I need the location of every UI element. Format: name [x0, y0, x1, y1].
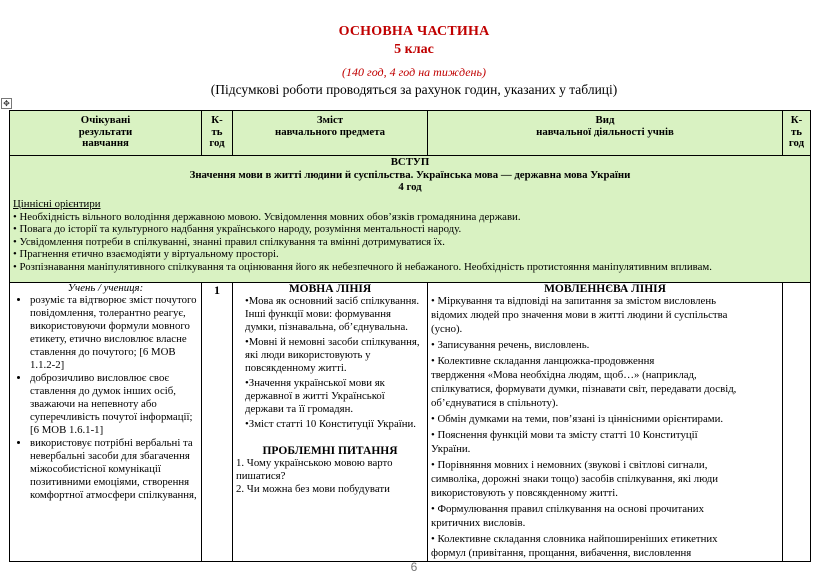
activity-line: • Колективне складання ланцюжка-продовження	[431, 355, 655, 367]
problems-title: ПРОБЛЕМНІ ПИТАННЯ	[262, 445, 398, 457]
value-item: • Повага до історії та культурного надбання українського народу, розуміння ментальності народу.	[13, 223, 462, 235]
value-item: • Необхідність вільного володіння державною мовою. Усвідомлення мовних обов’язків громадянина держави.	[13, 210, 521, 223]
intro-cell	[10, 156, 811, 283]
hours-cell: 1	[202, 283, 233, 562]
activity-line: символіка, дорожні знаки тощо) засобів спілкування, які люди	[431, 473, 718, 485]
content-title: МОВНА ЛІНІЯ	[288, 283, 372, 295]
activity-line: України.	[431, 443, 471, 455]
intro-theme: Значення мови в житті людини й суспільства. Українська мова — державна мова України	[189, 168, 631, 181]
activity-line: • Формулювання правил спілкування на основі прочитаних	[431, 503, 704, 515]
activity-line: • Обмін думками на теми, пов’язані із ціннісними орієнтирами.	[431, 413, 724, 425]
intro-row	[10, 156, 811, 283]
grade-title: 5 клас	[394, 42, 434, 57]
activity-line: використовують у повсякденному житті.	[431, 487, 618, 499]
section-title: ОСНОВНА ЧАСТИНА	[338, 24, 490, 39]
result-item: • доброзичливо висловлює своє ставлення до думок інших осіб, зважаючи на непевноту або суперечливість почутої інформації; [6 МОВ 1.6.1-1]	[30, 372, 198, 437]
curriculum-table	[9, 110, 811, 562]
activity-line: твердження «Мова необхідна людям, щоб…» (наприклад,	[431, 369, 697, 381]
page-number: 6	[410, 560, 418, 574]
results-cell	[10, 283, 202, 562]
col-hours2-header: К- ть год	[783, 111, 811, 156]
header-row	[10, 111, 811, 156]
activity-line: відомих людей про значення мови в житті людини й суспільства	[431, 309, 728, 321]
col-activity-header: Вид навчальної діяльності учнів	[428, 111, 783, 156]
content-item: • Зміст статті 10 Конституції України.	[245, 418, 424, 431]
activity-line: • Порівняння мовних і немовних (звукові і світлові сигнали,	[431, 459, 708, 471]
problem-item: 1. Чому українською мовою варто пишатися?	[236, 457, 393, 482]
content-cell	[233, 283, 428, 562]
values-title: Ціннісні орієнтири	[13, 197, 101, 210]
intro-hours: 4 год	[398, 181, 422, 193]
activity-line: • Колективне складання словника найпоширеніших етикетних	[431, 533, 718, 545]
value-item: • Усвідомлення потреби в спілкуванні, знанні правил спілкування та вмінні дотримуватися їх.	[13, 235, 445, 248]
lesson-row	[10, 283, 811, 562]
activity-line: • Пояснення функцій мови та змісту статті 10 Конституції	[431, 429, 698, 441]
activity-line: • Міркування та відповіді на запитання за змістом висловлень	[431, 295, 717, 307]
activity-line: критичних висловів.	[431, 517, 526, 529]
activity-line: • Записування речень, висловлень.	[431, 339, 590, 351]
value-item: • Розпізнавання маніпулятивного спілкування та оцінювання його як небезпечного й небажаного. Необхідність протистояння маніпулятивним впливам.	[13, 260, 712, 273]
intro-heading: ВСТУП	[390, 156, 430, 168]
pupil-label: Учень / учениця:	[67, 282, 144, 294]
content-item: • Значення української мови як державної в житті Української держави та її громадян.	[245, 377, 424, 416]
activity-line: формул (привітання, прощання, вибачення, висловлення	[431, 547, 692, 559]
content-item: • Мовні й немовні засоби спілкування, які люди використовують у повсякденному житті.	[245, 336, 424, 375]
result-item: • розуміє та відтворює зміст почутого повідомлення, толерантно реагує, використовуючи формули мовного етикету, етично висловлює власне ставлення до почутого; [6 МОВ 1.1.2-2]	[30, 294, 198, 372]
hours-subtitle: (140 год, 4 год на тиждень)	[342, 65, 486, 79]
activity-line: об’єднуватися в спільноту).	[431, 397, 559, 409]
activity-title: МОВЛЕННЄВА ЛІНІЯ	[544, 283, 666, 295]
problem-item: 2. Чи можна без мови побудувати	[236, 483, 390, 495]
hours2-cell	[783, 283, 811, 562]
value-item: • Прагнення етично взаємодіяти у віртуальному просторі.	[13, 248, 279, 260]
col-hours-header: К- ть год	[202, 111, 233, 156]
table-move-handle-icon[interactable]: ✥	[1, 98, 12, 109]
col-results-header: Очікувані результати навчання	[10, 111, 202, 156]
activity-line: (усно).	[431, 323, 463, 335]
result-item: • використовує потрібні вербальні та невербальні засоби для збагачення міжособистісної комунікації позитивними емоціями, створення комфортної атмосфери спілкування,	[30, 437, 198, 502]
note-text: (Підсумкові роботи проводяться за рахунок годин, указаних у таблиці)	[210, 82, 618, 97]
activity-cell	[428, 283, 783, 562]
col-content-header: Зміст навчального предмета	[233, 111, 428, 156]
activity-line: спілкуватися, формувати думки, пізнавати світ, передавати досвід,	[431, 383, 737, 395]
content-item: • Мова як основний засіб спілкування. Інші функції мови: формування думки, пізнавальна, об’єднувальна.	[245, 295, 424, 334]
